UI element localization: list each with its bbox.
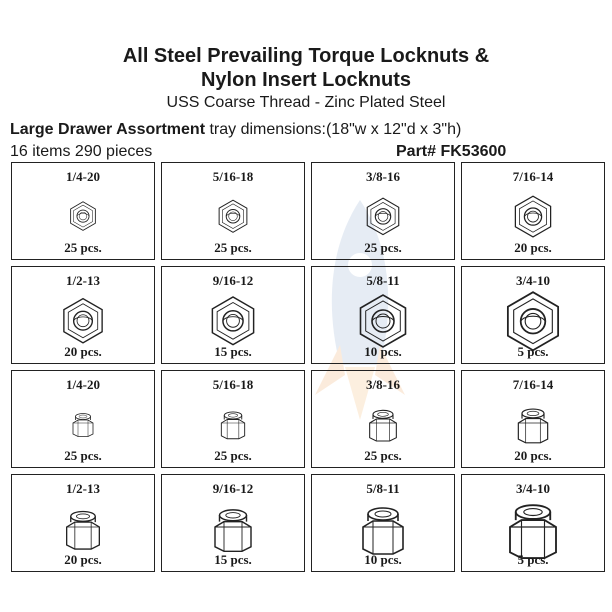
steel-nut-icon [67, 198, 100, 231]
nut-quantity: 10 pcs. [364, 344, 402, 359]
title-line-2: Nylon Insert Locknuts [200, 69, 412, 91]
nut-size: 3/4-10 [516, 481, 550, 496]
grid-cell [161, 370, 305, 468]
grid-cell [461, 474, 605, 572]
nut-quantity: 5 pcs. [517, 344, 549, 359]
steel-nut-icon [58, 293, 109, 344]
nut-quantity: 15 pcs. [214, 344, 252, 359]
nut-quantity: 15 pcs. [214, 552, 252, 567]
nut-quantity: 10 pcs. [364, 552, 402, 567]
nut-size: 1/4-20 [66, 377, 100, 392]
nut-size: 7/16-14 [512, 169, 554, 184]
nut-size: 5/16-18 [212, 169, 254, 184]
nut-size: 9/16-12 [212, 481, 254, 496]
title-line-1: All Steel Prevailing Torque Locknuts & [122, 45, 490, 67]
assortment-grid [11, 162, 605, 572]
grid-cell [311, 266, 455, 364]
grid-cell [461, 370, 605, 468]
nylon-nut-icon [206, 500, 260, 554]
nylon-nut-icon [511, 401, 555, 445]
grid-cell [161, 474, 305, 572]
tray-dimensions: tray dimensions:(18"w x 12"d x 3"h) [205, 121, 462, 138]
nut-size: 3/8-16 [366, 377, 400, 392]
steel-nut-icon [362, 194, 404, 236]
drawer-line [10, 121, 461, 139]
drawer-label: Large Drawer Assortment [10, 121, 206, 138]
nut-size: 5/8-11 [366, 273, 400, 288]
nut-size: 5/8-11 [366, 481, 400, 496]
grid-cell [11, 370, 155, 468]
nut-quantity: 20 pcs. [514, 240, 552, 255]
steel-nut-icon [215, 196, 252, 233]
items-pieces-count: 16 items 290 pieces [10, 143, 153, 160]
nylon-nut-icon [59, 502, 108, 551]
nut-quantity: 25 pcs. [364, 448, 402, 463]
steel-nut-icon [206, 291, 261, 346]
nut-quantity: 25 pcs. [214, 448, 252, 463]
nut-quantity: 20 pcs. [64, 344, 102, 359]
nut-quantity: 20 pcs. [514, 448, 552, 463]
nut-quantity: 25 pcs. [364, 240, 402, 255]
grid-cell [311, 474, 455, 572]
nut-quantity: 25 pcs. [64, 448, 102, 463]
nylon-nut-icon [216, 405, 251, 440]
nylon-nut-icon [499, 492, 568, 561]
grid-cell [161, 266, 305, 364]
grid-cell [11, 162, 155, 260]
steel-nut-icon [353, 289, 413, 349]
grid-cell [11, 266, 155, 364]
part-number: Part# FK53600 [396, 143, 507, 160]
nylon-nut-icon [68, 408, 98, 438]
steel-nut-icon [510, 191, 557, 238]
nut-quantity: 20 pcs. [64, 552, 102, 567]
nylon-nut-icon [363, 403, 403, 443]
grid-cell [161, 162, 305, 260]
grid-cell [11, 474, 155, 572]
nut-size: 3/8-16 [366, 169, 400, 184]
nut-size: 5/16-18 [212, 377, 254, 392]
grid-cell [461, 266, 605, 364]
nut-size: 3/4-10 [516, 273, 550, 288]
nut-size: 9/16-12 [212, 273, 254, 288]
nylon-nut-icon [353, 497, 413, 557]
nut-size: 1/2-13 [66, 481, 100, 496]
nut-size: 1/4-20 [66, 169, 100, 184]
nut-quantity: 25 pcs. [64, 240, 102, 255]
nut-quantity: 5 pcs. [517, 552, 549, 567]
nut-size: 1/2-13 [66, 273, 100, 288]
grid-cell [311, 370, 455, 468]
subtitle: USS Coarse Thread - Zinc Plated Steel [166, 94, 446, 111]
grid-cell [461, 162, 605, 260]
nut-size: 7/16-14 [512, 377, 554, 392]
steel-nut-icon [500, 285, 567, 352]
grid-cell [311, 162, 455, 260]
nut-quantity: 25 pcs. [214, 240, 252, 255]
